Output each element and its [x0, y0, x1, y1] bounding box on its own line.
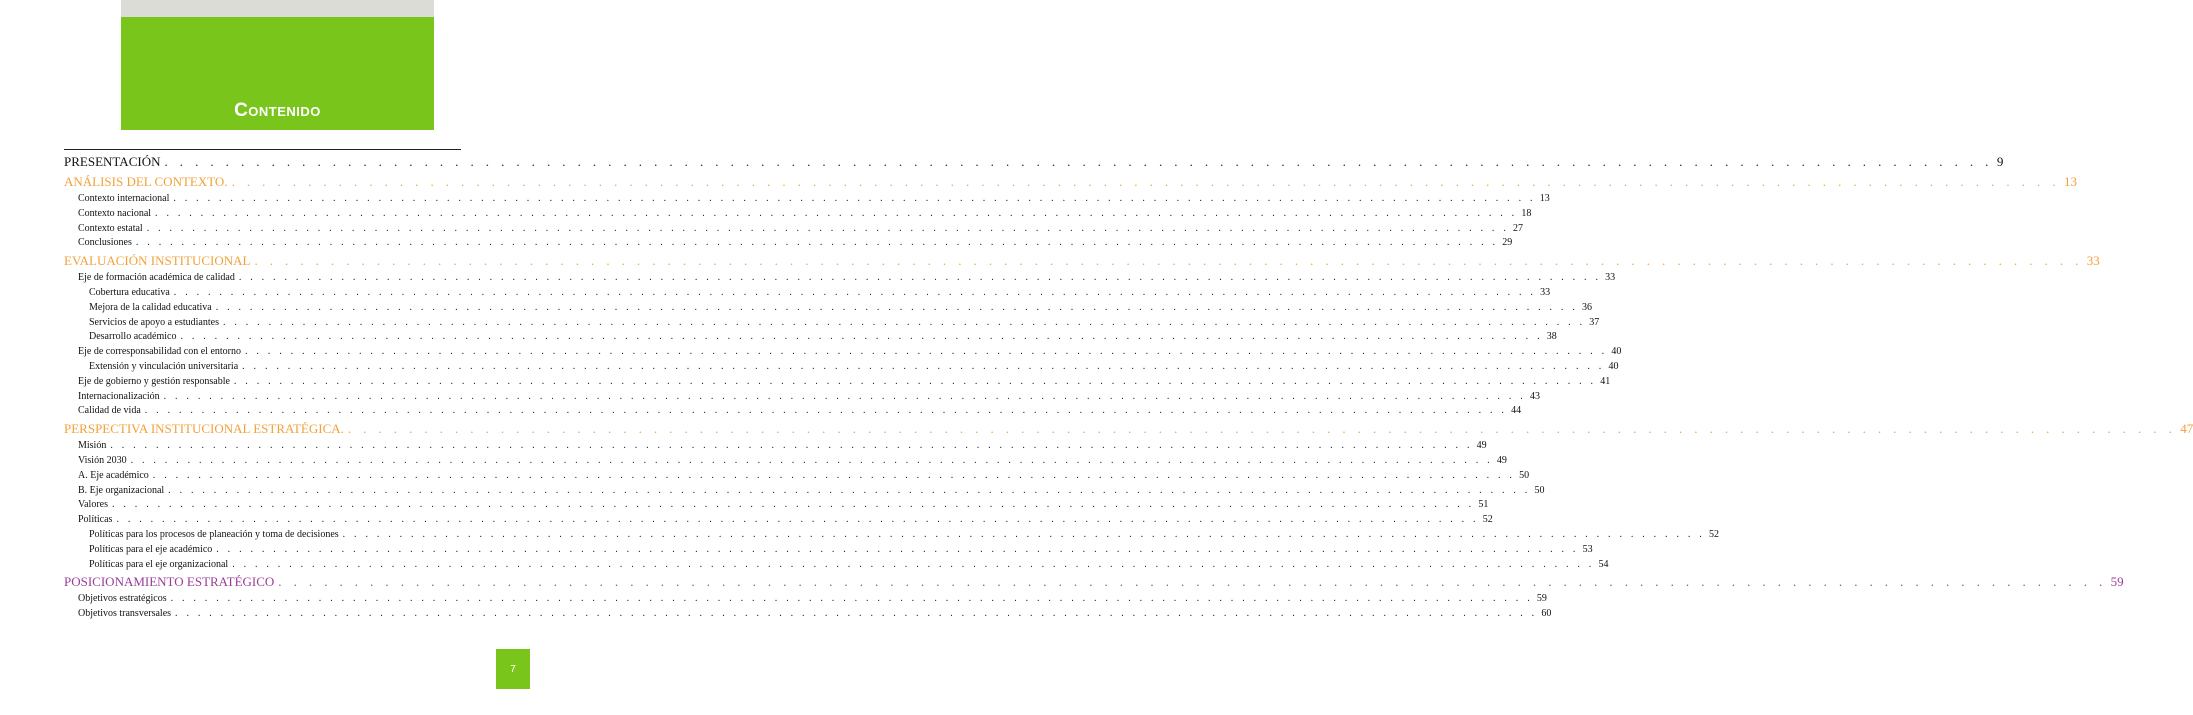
toc-entry[interactable]: [64, 192, 1550, 207]
toc-leader-dots: . . . . . . . . . . . . . . . . . . . . . . . . . . . . . . . . . . . . . . . . . . . . . . . . . . . . . . . . . . . . . . . . . . . . . . . . . . . . . . . . . . . . . . . . . . . . . . . . . . . . . . . . . . . . . . . . . . . . . . . .: [242, 360, 1605, 372]
toc-page-number: 53: [1582, 543, 1593, 555]
toc-leader-dots: . . . . . . . . . . . . . . . . . . . . . . . . . . . . . . . . . . . . . . . . . . . . . . . . . . . . . . . . . . . . . . . . . . . . . . . . . . . . . . . . . . . . . . . . . . . . . . . . . . . . . . . . . . . . . . . . . . . . . . . .: [135, 237, 1499, 249]
toc-page-number: 52: [1708, 528, 1719, 540]
toc-entry[interactable]: [64, 528, 1719, 543]
toc-leader-dots: . . . . . . . . . . . . . . . . . . . . . . . . . . . . . . . . . . . . . . . . . . . . . . . . . . . . . . . . . . . . . . . . . . . . . . . . . . . . . . . . . . . . . . . . . . . . . . . . . . . . . . . . . . . . . . . . . . . . . . . .: [170, 593, 1533, 605]
toc-leader-dots: . . . . . . . . . . . . . . . . . . . . . . . . . . . . . . . . . . . . . . . . . . . . . . . . . . . . . . . . . . . . . . . . . . . . . . . . . . . . . . . . . . . . . . . . . . . . . . . . . . . . . . . . . . . . . . . . . . . . . . . .: [163, 390, 1526, 402]
toc-label: Eje de corresponsabilidad con el entorno: [78, 346, 241, 358]
toc-section[interactable]: [64, 172, 2077, 192]
toc-page-number: 9: [1996, 154, 2004, 169]
toc-entry[interactable]: [64, 330, 1557, 345]
toc-entry[interactable]: [64, 469, 1530, 484]
toc-label: PERSPECTIVA INSTITUCIONAL ESTRATÉGICA.: [64, 421, 344, 437]
toc-leader-dots: . . . . . . . . . . . . . . . . . . . . . . . . . . . . . . . . . . . . . . . . . . . . . . . . . . . . . . . . . . . . . . . . . . . . . . . . . . . . . . . . . . . . . . . . . . . . . . . . . . . . . . . . . . . . . . . . . . . . . . . .: [173, 286, 1537, 298]
toc-leader-dots: . . . . . . . . . . . . . . . . . . . . . . . . . . . . . . . . . . . . . . . . . . . . . . . . . . . . . . . . . . . . . . . . . . . . . . . . . . . . . . . . . . . . . . . . . . . . . . . . . . . . . . . . . . . . . . . . . . . . . . . .: [245, 346, 1608, 358]
toc-section[interactable]: [64, 419, 2193, 439]
toc-page-number: 18: [1521, 207, 1532, 219]
toc-entry[interactable]: [64, 513, 1493, 528]
toc-label: Contexto nacional: [78, 207, 152, 219]
toc-page-number: 50: [1534, 484, 1545, 496]
toc-entry[interactable]: [64, 345, 1622, 360]
toc-page-number: 50: [1519, 469, 1530, 481]
toc-page-number: 54: [1598, 558, 1609, 570]
toc-page-number: 43: [1529, 390, 1540, 402]
toc-leader-dots: . . . . . . . . . . . . . . . . . . . . . . . . . . . . . . . . . . . . . . . . . . . . . . . . . . . . . . . . . . . . . . . . . . . . . . . . . . . . . . . . . . . . . . . . . . . . . . . . . . . . . . . . . . . . . . . . . . . . . . . .: [222, 316, 1586, 328]
toc-label: PRESENTACIÓN: [64, 154, 161, 169]
toc-leader-dots: . . . . . . . . . . . . . . . . . . . . . . . . . . . . . . . . . . . . . . . . . . . . . . . . . . . . . . . . . . . . . . . . . . . . . . . . . . . . . . . . . . . . . . . . . . . . . . . . . . . . . . . . . . . . . . . . . . . . . . . .: [232, 558, 1595, 570]
toc-label: B. Eje organizacional: [78, 484, 165, 496]
toc-label: Objetivos transversales: [78, 608, 172, 620]
toc-leader-dots: . . . . . . . . . . . . . . . . . . . . . . . . . . . . . . . . . . . . . . . . . . . . . . . . . . . . . . . . . . . . . . . . . . . . . . . . . . . . . . . . . . . . . . . . . . . . . . . . . . . . . . . . . . . . . . . . . . . . . . . .: [180, 331, 1543, 343]
toc-page-number: 40: [1611, 346, 1622, 358]
toc-entry[interactable]: [64, 543, 1593, 558]
table-of-contents: [64, 150, 2193, 622]
toc-entry[interactable]: [64, 454, 1507, 469]
toc-leader-dots: . . . . . . . . . . . . . . . . . . . . . . . . . . . . . . . . . . . . . . . . . . . . . . . . . . . . . . . . . . . . . . . . . . . . . . . . . . . . . . . . . . . . . . . . . . . . . . . . . . . . . . . . . . . . . . . . . . . . . . . .: [278, 574, 2107, 590]
toc-leader-dots: . . . . . . . . . . . . . . . . . . . . . . . . . . . . . . . . . . . . . . . . . . . . . . . . . . . . . . . . . . . . . . . . . . . . . . . . . . . . . . . . . . . . . . . . . . . . . . . . . . . . . . . . . . . . . . . . . . . . . . . .: [173, 193, 1536, 204]
toc-label: Políticas: [78, 514, 113, 526]
toc-leader-dots: . . . . . . . . . . . . . . . . . . . . . . . . . . . . . . . . . . . . . . . . . . . . . . . . . . . . . . . . . . . . . . . . . . . . . . . . . . . . . . . . . . . . . . . . . . . . . . . . . . . . . . . . . . . . . . . . . . . . . . . .: [342, 528, 1705, 540]
toc-page-number: 38: [1546, 331, 1557, 343]
toc-label: Conclusiones: [78, 237, 132, 249]
toc-leader-dots: . . . . . . . . . . . . . . . . . . . . . . . . . . . . . . . . . . . . . . . . . . . . . . . . . . . . . . . . . . . . . . . . . . . . . . . . . . . . . . . . . . . . . . . . . . . . . . . . . . . . . . . . . . . . . . . . . . . . . . . .: [238, 272, 1602, 284]
toc-page-number: 49: [1496, 454, 1507, 466]
toc-page-number: 27: [1513, 222, 1524, 234]
toc-label: Políticas para el eje organizacional: [89, 558, 229, 570]
toc-page-number: 59: [1536, 593, 1547, 605]
toc-entry[interactable]: [64, 439, 1487, 454]
toc-label: Políticas para el eje académico: [89, 543, 213, 555]
toc-leader-dots: . . . . . . . . . . . . . . . . . . . . . . . . . . . . . . . . . . . . . . . . . . . . . . . . . . . . . . . . . . . . . . . . . . . . . . . . . . . . . . . . . . . . . . . . . . . . . . . . . . . . . . . . . . . . . . . . . . . . . . . .: [116, 514, 1479, 526]
toc-entry[interactable]: [64, 207, 1532, 222]
toc-entry[interactable]: [64, 607, 1552, 622]
toc-page-number: 47: [2180, 421, 2193, 437]
toc-label: Objetivos estratégicos: [78, 593, 167, 605]
toc-page-number: 52: [1482, 514, 1493, 526]
toc-leader-dots: . . . . . . . . . . . . . . . . . . . . . . . . . . . . . . . . . . . . . . . . . . . . . . . . . . . . . . . . . . . . . . . . . . . . . . . . . . . . . . . . . . . . . . . . . . . . . . . . . . . . . . . . . . . . . . . . . . . . . . . .: [215, 301, 1579, 313]
toc-label: Visión 2030: [78, 454, 127, 466]
toc-leader-dots: . . . . . . . . . . . . . . . . . . . . . . . . . . . . . . . . . . . . . . . . . . . . . . . . . . . . . . . . . . . . . . . . . . . . . . . . . . . . . . . . . . . . . . . . . . . . . . . . . . . . . . . . . . . . . . . . . . . . . . . .: [168, 484, 1531, 496]
toc-label: Misión: [78, 440, 107, 452]
toc-entry[interactable]: [64, 390, 1540, 405]
toc-page-number: 49: [1476, 440, 1487, 452]
toc-leader-dots: . . . . . . . . . . . . . . . . . . . . . . . . . . . . . . . . . . . . . . . . . . . . . . . . . . . . . . . . . . . . . . . . . . . . . . . . . . . . . . . . . . . . . . . . . . . . . . . . . . . . . . . . . . . . . . . . . . . . . . . .: [112, 499, 1475, 511]
toc-entry[interactable]: [64, 375, 1611, 390]
toc-label: Cobertura educativa: [89, 286, 170, 298]
toc-page-number: 59: [2110, 574, 2124, 590]
toc-label: POSICIONAMIENTO ESTRATÉGICO: [64, 574, 275, 590]
toc-leader-dots: . . . . . . . . . . . . . . . . . . . . . . . . . . . . . . . . . . . . . . . . . . . . . . . . . . . . . . . . . . . . . . . . . . . . . . . . . . . . . . . . . . . . . . . . . . . . . . . . . . . . . . . . . . . . . . . . . . . . . . . .: [231, 174, 2060, 189]
toc-page-number: 37: [1589, 316, 1600, 328]
toc-page-number: 36: [1582, 301, 1593, 313]
toc-leader-dots: . . . . . . . . . . . . . . . . . . . . . . . . . . . . . . . . . . . . . . . . . . . . . . . . . . . . . . . . . . . . . . . . . . . . . . . . . . . . . . . . . . . . . . . . . . . . . . . . . . . . . . . . . . . . . . . . . . . . . . . .: [110, 440, 1473, 452]
toc-entry[interactable]: [64, 222, 1524, 237]
toc-leader-dots: . . . . . . . . . . . . . . . . . . . . . . . . . . . . . . . . . . . . . . . . . . . . . . . . . . . . . . . . . . . . . . . . . . . . . . . . . . . . . . . . . . . . . . . . . . . . . . . . . . . . . . . . . . . . . . . . . . . . . . . .: [146, 222, 1510, 234]
toc-leader-dots: . . . . . . . . . . . . . . . . . . . . . . . . . . . . . . . . . . . . . . . . . . . . . . . . . . . . . . . . . . . . . . . . . . . . . . . . . . . . . . . . . . . . . . . . . . . . . . . . . . . . . . . . . . . . . . . . . . . . . . . .: [347, 421, 2177, 437]
toc-entry[interactable]: [64, 271, 1616, 286]
toc-page-number: 60: [1541, 608, 1552, 620]
page-title: Contenido: [234, 100, 321, 121]
toc-leader-dots: . . . . . . . . . . . . . . . . . . . . . . . . . . . . . . . . . . . . . . . . . . . . . . . . . . . . . . . . . . . . . . . . . . . . . . . . . . . . . . . . . . . . . . . . . . . . . . . . . . . . . . . . . . . . . . . . . . . . . . . .: [130, 454, 1493, 466]
toc-entry[interactable]: [64, 404, 1522, 419]
header-band: [121, 0, 434, 17]
toc-entry[interactable]: [64, 286, 1551, 301]
toc-label: Servicios de apoyo a estudiantes: [89, 316, 219, 328]
toc-entry[interactable]: [64, 484, 1545, 499]
toc-section[interactable]: [64, 572, 2124, 592]
toc-page-number: 40: [1608, 360, 1619, 372]
toc-entry[interactable]: [64, 301, 1593, 316]
toc-label: Políticas para los procesos de planeación y toma de decisiones: [89, 528, 339, 540]
toc-label: A. Eje académico: [78, 469, 149, 481]
toc-label: EVALUACIÓN INSTITUCIONAL: [64, 253, 251, 269]
toc-page-number: 41: [1600, 375, 1611, 387]
toc-entry[interactable]: [64, 592, 1547, 607]
toc-entry[interactable]: [64, 316, 1600, 331]
toc-leader-dots: . . . . . . . . . . . . . . . . . . . . . . . . . . . . . . . . . . . . . . . . . . . . . . . . . . . . . . . . . . . . . . . . . . . . . . . . . . . . . . . . . . . . . . . . . . . . . . . . . . . . . . . . . . . . . . . . . . . . . . . .: [233, 375, 1597, 387]
toc-page-number: 33: [2086, 253, 2100, 269]
toc-entry[interactable]: [64, 498, 1489, 513]
toc-label: Desarrollo académico: [89, 331, 177, 343]
toc-label: Mejora de la calidad educativa: [89, 301, 212, 313]
toc-label: Eje de formación académica de calidad: [78, 272, 235, 284]
toc-label: ANÁLISIS DEL CONTEXTO.: [64, 174, 228, 189]
toc-leader-dots: . . . . . . . . . . . . . . . . . . . . . . . . . . . . . . . . . . . . . . . . . . . . . . . . . . . . . . . . . . . . . . . . . . . . . . . . . . . . . . . . . . . . . . . . . . . . . . . . . . . . . . . . . . . . . . . . . . . . . . . .: [254, 253, 2083, 269]
toc-page-number: 13: [2063, 174, 2077, 189]
toc-leader-dots: . . . . . . . . . . . . . . . . . . . . . . . . . . . . . . . . . . . . . . . . . . . . . . . . . . . . . . . . . . . . . . . . . . . . . . . . . . . . . . . . . . . . . . . . . . . . . . . . . . . . . . . . . . . . . . . . . . . . . . . .: [164, 154, 1993, 169]
toc-page-number: 51: [1478, 499, 1489, 511]
title-block: [121, 17, 434, 130]
toc-section[interactable]: [64, 251, 2100, 271]
toc-label: Internacionalización: [78, 390, 160, 402]
toc-leader-dots: . . . . . . . . . . . . . . . . . . . . . . . . . . . . . . . . . . . . . . . . . . . . . . . . . . . . . . . . . . . . . . . . . . . . . . . . . . . . . . . . . . . . . . . . . . . . . . . . . . . . . . . . . . . . . . . . . . . . . . . .: [216, 543, 1579, 555]
toc-entry[interactable]: [64, 360, 1619, 375]
toc-label: Extensión y vinculación universitaria: [89, 360, 239, 372]
toc-label: Eje de gobierno y gestión responsable: [78, 375, 230, 387]
toc-leader-dots: . . . . . . . . . . . . . . . . . . . . . . . . . . . . . . . . . . . . . . . . . . . . . . . . . . . . . . . . . . . . . . . . . . . . . . . . . . . . . . . . . . . . . . . . . . . . . . . . . . . . . . . . . . . . . . . . . . . . . . . .: [152, 469, 1516, 481]
toc-label: Valores: [78, 499, 108, 511]
toc-entry[interactable]: [64, 236, 1513, 251]
toc-section[interactable]: [64, 152, 2004, 172]
page-number-badge: [496, 649, 530, 689]
page-number: 7: [510, 663, 516, 675]
toc-entry[interactable]: [64, 558, 1609, 573]
toc-label: Contexto estatal: [78, 222, 143, 234]
toc-leader-dots: . . . . . . . . . . . . . . . . . . . . . . . . . . . . . . . . . . . . . . . . . . . . . . . . . . . . . . . . . . . . . . . . . . . . . . . . . . . . . . . . . . . . . . . . . . . . . . . . . . . . . . . . . . . . . . . . . . . . . . . .: [175, 608, 1538, 620]
toc-leader-dots: . . . . . . . . . . . . . . . . . . . . . . . . . . . . . . . . . . . . . . . . . . . . . . . . . . . . . . . . . . . . . . . . . . . . . . . . . . . . . . . . . . . . . . . . . . . . . . . . . . . . . . . . . . . . . . . . . . . . . . . .: [155, 207, 1518, 219]
toc-page-number: 33: [1605, 272, 1616, 284]
toc-label: Calidad de vida: [78, 405, 141, 417]
toc-page-number: 33: [1540, 286, 1551, 298]
toc-page-number: 44: [1511, 405, 1522, 417]
toc-leader-dots: . . . . . . . . . . . . . . . . . . . . . . . . . . . . . . . . . . . . . . . . . . . . . . . . . . . . . . . . . . . . . . . . . . . . . . . . . . . . . . . . . . . . . . . . . . . . . . . . . . . . . . . . . . . . . . . . . . . . . . . .: [144, 405, 1508, 417]
toc-page-number: 29: [1502, 237, 1513, 249]
toc-label: Contexto internacional: [78, 193, 170, 204]
toc-page-number: 13: [1539, 193, 1550, 204]
